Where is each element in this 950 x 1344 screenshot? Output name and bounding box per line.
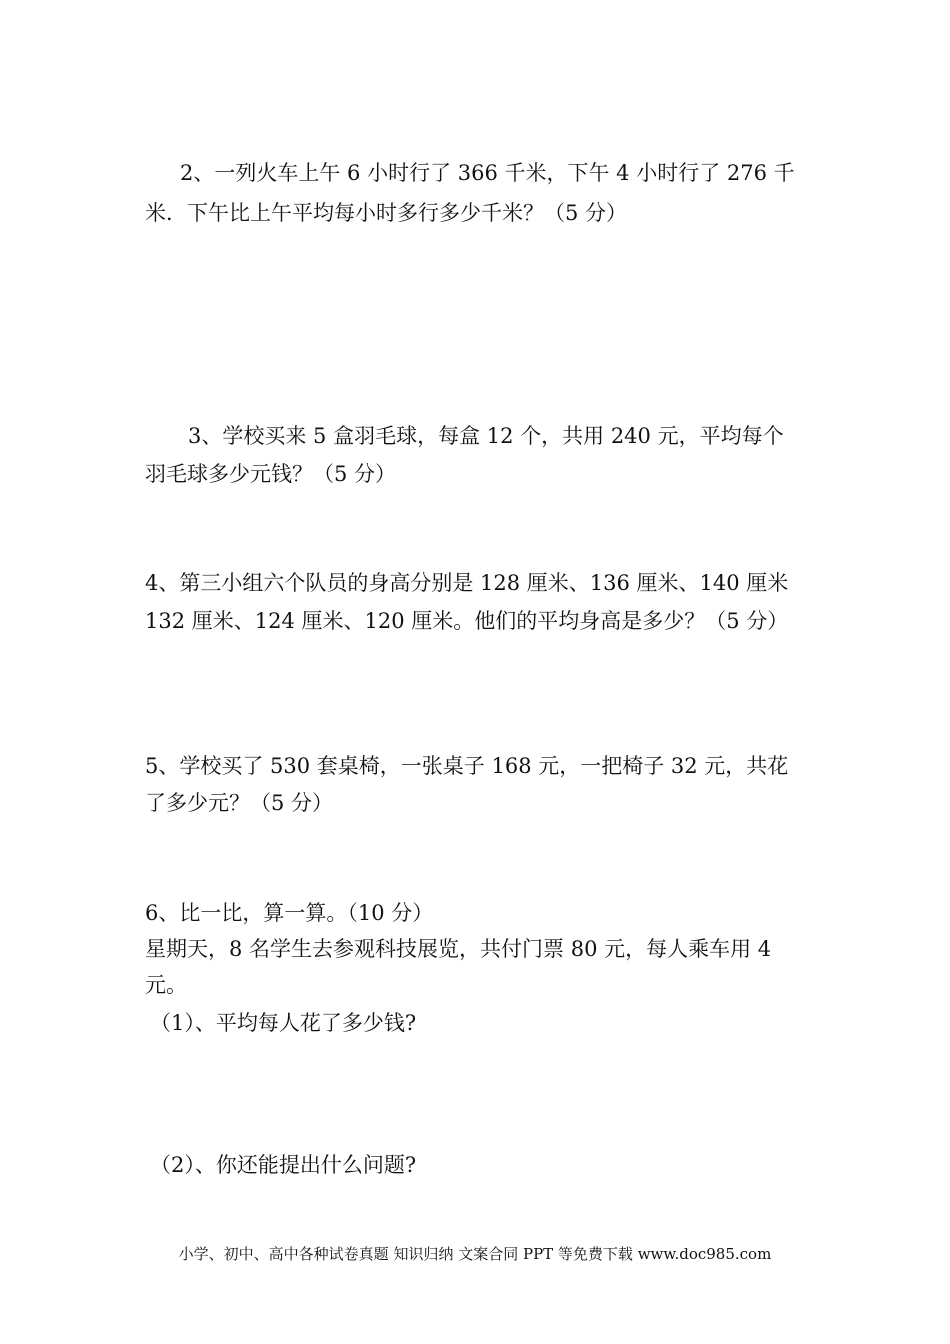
question-2-line-1: 2、一列火车上午 6 小时行了 366 千米，下午 4 小时行了 276 千 (180, 161, 795, 185)
question-6-line-1: 星期天，8 名学生去参观科技展览，共付门票 80 元，每人乘车用 4 (145, 937, 772, 961)
page-footer: 小学、初中、高中各种试卷真题 知识归纳 文案合同 PPT 等免费下载 www.doc985.com (178, 1245, 772, 1263)
question-3-line-2: 羽毛球多少元钱？（5 分） (145, 462, 397, 486)
question-3-line-1: 3、学校买来 5 盒羽毛球，每盒 12 个，共用 240 元，平均每个 (188, 424, 784, 448)
question-6-line-2: 元。 (145, 973, 187, 997)
question-2-line-2: 米．下午比上午平均每小时多行多少千米？（5 分） (145, 201, 628, 225)
question-5-line-1: 5、学校买了 530 套桌椅，一张桌子 168 元，一把椅子 32 元，共花 (145, 754, 789, 778)
question-6-sub-1: （1）、平均每人花了多少钱? (150, 1011, 417, 1035)
question-4-line-2: 132 厘米、124 厘米、120 厘米。他们的平均身高是多少？（5 分） (145, 609, 789, 633)
question-4-line-1: 4、第三小组六个队员的身高分别是 128 厘米、136 厘米、140 厘米 (145, 571, 789, 595)
question-5-line-2: 了多少元？（5 分） (145, 791, 334, 815)
question-6-sub-2: （2）、你还能提出什么问题? (150, 1153, 417, 1177)
question-6-title: 6、比一比，算一算。（10 分） (145, 901, 434, 925)
